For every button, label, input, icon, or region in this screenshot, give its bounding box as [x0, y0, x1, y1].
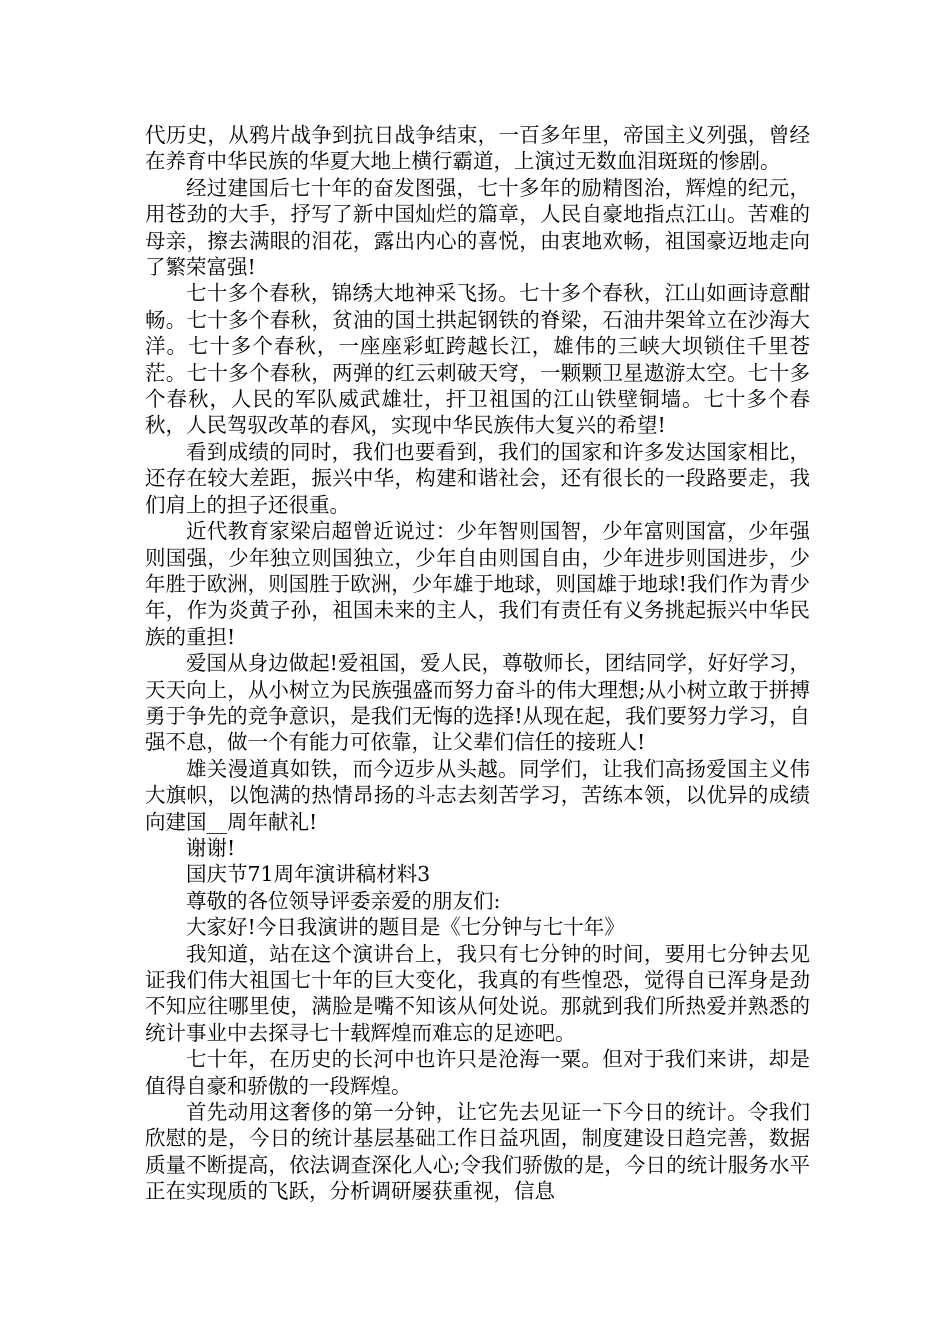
paragraph-5: 近代教育家梁启超曾近说过：少年智则国智，少年富则国富，少年强则国强，少年独立则国独立，少年自由则国自由，少年进步则国进步，少年胜于欧洲，则国胜于欧洲，少年雄于地球，则国雄于地球!我们作为青少年，作为炎黄子孙，祖国未来的主人，我们有责任有义务挑起振兴中华民族的重担!: [145, 519, 810, 649]
paragraph-11: 大家好!今日我演讲的题目是《七分钟与七十年》: [186, 915, 625, 940]
paragraph-3: 七十多个春秋，锦绣大地神采飞扬。七十多个春秋，江山如画诗意酣畅。七十多个春秋，贫油的国土拱起钢铁的脊梁，石油井架耸立在沙海大洋。七十多个春秋，一座座彩虹跨越长江，雄伟的三峡大坝锁住千里苍茫。七十多个春秋，两弹的红云刺破天穹，一颗颗卫星遨游太空。七十多个春秋，人民的军队威武雄壮，扞卫祖国的江山铁壁铜墙。七十多个春秋，人民驾驭改革的春风，实现中华民族伟大复兴的希望!: [145, 281, 810, 438]
paragraph-7: 雄关漫道真如铁，而今迈步从头越。同学们，让我们高扬爱国主义伟大旗帜，以饱满的热情昂扬的斗志去刻苦学习，苦练本领，以优异的成绩向建国__周年献礼!: [145, 756, 810, 834]
paragraph-14: 首先动用这奢侈的第一分钟，让它先去见证一下今日的统计。令我们欣慰的是，今日的统计基层基础工作日益巩固，制度建设日趋完善，数据质量不断提高，依法调查深化人心;令我们骄傲的是，今日的统计服务水平正在实现质的飞跃，分析调研屡获重视，信息: [145, 1100, 810, 1204]
salutation: 尊敬的各位领导评委亲爱的朋友们:: [186, 888, 501, 913]
section-heading: 国庆节71周年演讲稿材料3: [186, 862, 431, 887]
paragraph-6: 爱国从身边做起!爱祖国，爱人民，尊敬师长，团结同学，好好学习，天天向上，从小树立为民族强盛而努力奋斗的伟大理想;从小树立敢于拼搏勇于争先的竞争意识，是我们无悔的选择!从现在起，我们要努力学习，自强不息，做一个有能力可依靠，让父辈们信任的接班人!: [145, 651, 810, 755]
paragraph-8: 谢谢!: [186, 835, 236, 860]
paragraph-13: 七十年，在历史的长河中也许只是沧海一粟。但对于我们来讲，却是值得自豪和骄傲的一段辉煌。: [145, 1047, 810, 1098]
paragraph-4: 看到成绩的同时，我们也要看到，我们的国家和许多发达国家相比，还存在较大差距，振兴中华，构建和谐社会，还有很长的一段路要走，我们肩上的担子还很重。: [145, 439, 810, 517]
paragraph-1: 代历史，从鸦片战争到抗日战争结束，一百多年里，帝国主义列强，曾经在养育中华民族的华夏大地上横行霸道，上演过无数血泪斑斑的惨剧。: [145, 123, 810, 174]
document-page: [145, 122, 810, 1205]
paragraph-12: 我知道，站在这个演讲台上，我只有七分钟的时间，要用七分钟去见证我们伟大祖国七十年的巨大变化，我真的有些惶恐，觉得自已浑身是劲不知应往哪里使，满脸是嘴不知该从何处说。那就到我们所热爱并熟悉的统计事业中去探寻七十载辉煌而难忘的足迹吧。: [145, 941, 810, 1045]
paragraph-2: 经过建国后七十年的奋发图强，七十多年的励精图治，辉煌的纪元，用苍劲的大手，抒写了新中国灿烂的篇章，人民自豪地指点江山。苦难的母亲，擦去满眼的泪花，露出内心的喜悦，由衷地欢畅，祖国豪迈地走向了繁荣富强!: [145, 175, 810, 280]
